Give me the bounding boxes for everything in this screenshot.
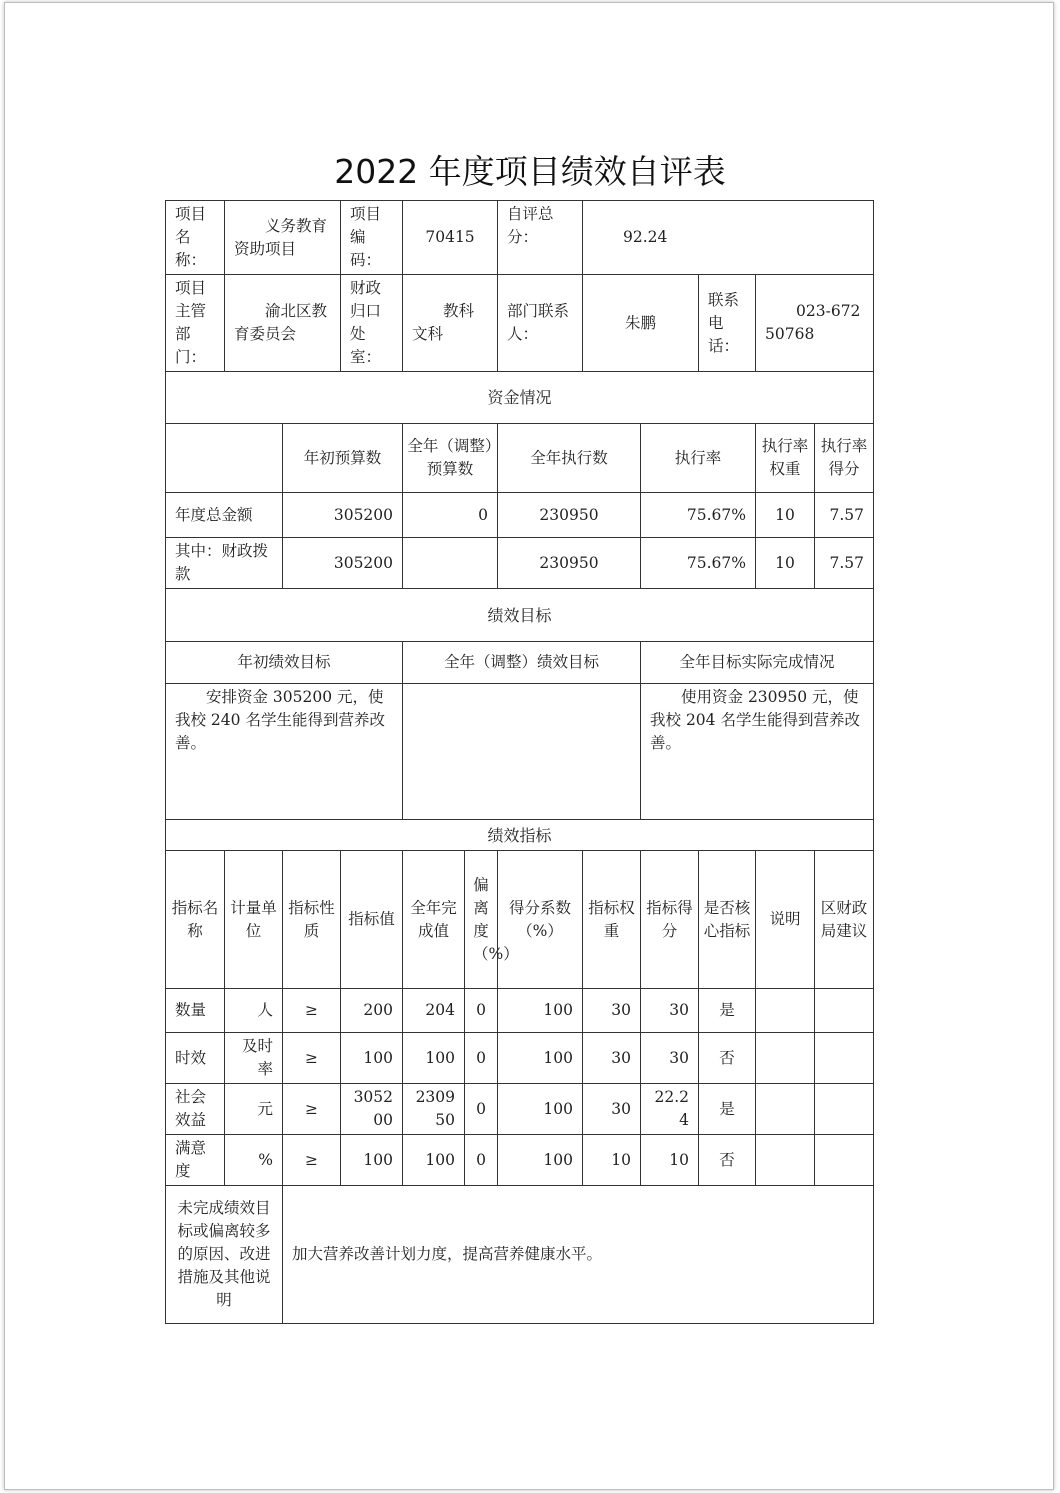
project-name-label: 项目名称： [166, 201, 225, 275]
funds-row-weight: 10 [756, 493, 815, 538]
funds-row-initial: 305200 [283, 538, 403, 589]
ind-value: 100 [341, 1135, 403, 1186]
goals-header-adjusted: 全年（调整）绩效目标 [403, 642, 641, 684]
phone-value: 023-67250768 [756, 275, 874, 372]
ind-deviation: 0 [465, 1033, 498, 1084]
ind-advice [815, 1084, 874, 1135]
ind-deviation: 0 [465, 1135, 498, 1186]
ind-nature: ≥ [283, 989, 341, 1033]
ind-header-weight: 指标权重 [583, 851, 641, 989]
remarks-text: 加大营养改善计划力度，提高营养健康水平。 [283, 1186, 874, 1324]
ind-unit: 人 [225, 989, 283, 1033]
ind-weight: 10 [583, 1135, 641, 1186]
ind-header-nature: 指标性质 [283, 851, 341, 989]
goal-initial-text: 安排资金 305200 元，使我校 240 名学生能得到营养改善。 [166, 684, 403, 820]
ind-advice [815, 1135, 874, 1186]
ind-note [756, 989, 815, 1033]
goals-header-row [166, 642, 874, 684]
goals-content-row [166, 684, 874, 820]
ind-name: 满意度 [166, 1135, 225, 1186]
ind-name: 社会效益 [166, 1084, 225, 1135]
self-score-value: 92.24 [583, 201, 874, 275]
goals-section-title: 绩效目标 [166, 589, 874, 642]
ind-header-advice: 区财政局建议 [815, 851, 874, 989]
ind-actual: 100 [403, 1135, 465, 1186]
remarks-label: 未完成绩效目标或偏离较多的原因、改进措施及其他说明 [166, 1186, 283, 1324]
ind-note [756, 1135, 815, 1186]
funds-header-row [166, 424, 874, 493]
ind-actual: 230950 [403, 1084, 465, 1135]
funds-row-adjusted: 0 [403, 493, 498, 538]
contact-value: 朱鹏 [583, 275, 699, 372]
ind-header-coef: 得分系数（%） [498, 851, 583, 989]
remarks-row [166, 1186, 874, 1324]
ind-actual: 204 [403, 989, 465, 1033]
ind-header-actual: 全年完成值 [403, 851, 465, 989]
funds-row-executed: 230950 [498, 493, 641, 538]
project-code-value: 70415 [403, 201, 498, 275]
ind-core: 否 [699, 1135, 756, 1186]
funds-row-executed: 230950 [498, 538, 641, 589]
indicator-row [166, 1135, 874, 1186]
ind-name: 数量 [166, 989, 225, 1033]
dept-value: 渝北区教育委员会 [225, 275, 341, 372]
ind-unit: % [225, 1135, 283, 1186]
goals-header-initial: 年初绩效目标 [166, 642, 403, 684]
funds-header-initial: 年初预算数 [283, 424, 403, 493]
funds-header-adjusted: 全年（调整）预算数 [403, 424, 498, 493]
ind-coef: 100 [498, 1135, 583, 1186]
finance-office-label: 财政归口处室： [341, 275, 403, 372]
funds-header-rate: 执行率 [641, 424, 756, 493]
ind-note [756, 1033, 815, 1084]
ind-deviation: 0 [465, 989, 498, 1033]
ind-header-core: 是否核心指标 [699, 851, 756, 989]
ind-unit: 及时率 [225, 1033, 283, 1084]
ind-actual: 100 [403, 1033, 465, 1084]
goals-section-row [166, 589, 874, 642]
funds-header-score: 执行率得分 [815, 424, 874, 493]
ind-value: 305200 [341, 1084, 403, 1135]
goal-actual-text: 使用资金 230950 元，使我校 204 名学生能得到营养改善。 [641, 684, 874, 820]
goals-header-actual: 全年目标实际完成情况 [641, 642, 874, 684]
info-row-1 [166, 201, 874, 275]
ind-nature: ≥ [283, 1135, 341, 1186]
ind-nature: ≥ [283, 1084, 341, 1135]
evaluation-form-table [165, 200, 874, 1324]
self-score-label: 自评总分： [498, 201, 583, 275]
indicators-section-row [166, 820, 874, 851]
indicator-row [166, 1033, 874, 1084]
funds-row-rate: 75.67% [641, 493, 756, 538]
funds-header-blank [166, 424, 283, 493]
ind-note [756, 1084, 815, 1135]
funds-section-title: 资金情况 [166, 372, 874, 424]
page-title: 2022 年度项目绩效自评表 [334, 152, 726, 191]
funds-row-rate: 75.67% [641, 538, 756, 589]
ind-weight: 30 [583, 1033, 641, 1084]
funds-section-row [166, 372, 874, 424]
funds-row [166, 493, 874, 538]
ind-core: 是 [699, 989, 756, 1033]
ind-weight: 30 [583, 989, 641, 1033]
ind-header-score: 指标得分 [641, 851, 699, 989]
ind-score: 30 [641, 1033, 699, 1084]
funds-row [166, 538, 874, 589]
ind-name: 时效 [166, 1033, 225, 1084]
project-name-value: 义务教育资助项目 [225, 201, 341, 275]
indicator-row [166, 989, 874, 1033]
funds-row-adjusted [403, 538, 498, 589]
ind-header-name: 指标名称 [166, 851, 225, 989]
ind-header-unit: 计量单位 [225, 851, 283, 989]
funds-row-label: 年度总金额 [166, 493, 283, 538]
ind-unit: 元 [225, 1084, 283, 1135]
ind-coef: 100 [498, 989, 583, 1033]
funds-row-weight: 10 [756, 538, 815, 589]
phone-label: 联系电话： [699, 275, 756, 372]
ind-value: 100 [341, 1033, 403, 1084]
dept-label: 项目主管部门： [166, 275, 225, 372]
ind-value: 200 [341, 989, 403, 1033]
project-code-label: 项目编码： [341, 201, 403, 275]
info-row-2 [166, 275, 874, 372]
ind-header-value: 指标值 [341, 851, 403, 989]
ind-deviation: 0 [465, 1084, 498, 1135]
funds-row-label: 其中：财政拨款 [166, 538, 283, 589]
ind-score: 10 [641, 1135, 699, 1186]
indicators-section-title: 绩效指标 [166, 820, 874, 851]
ind-header-deviation: 偏离度（%） [465, 851, 498, 989]
ind-core: 是 [699, 1084, 756, 1135]
ind-score: 30 [641, 989, 699, 1033]
ind-header-note: 说明 [756, 851, 815, 989]
finance-office-value: 教科文科 [403, 275, 498, 372]
goal-adjusted-text [403, 684, 641, 820]
funds-header-executed: 全年执行数 [498, 424, 641, 493]
funds-header-weight: 执行率权重 [756, 424, 815, 493]
contact-label: 部门联系人： [498, 275, 583, 372]
ind-score: 22.24 [641, 1084, 699, 1135]
ind-core: 否 [699, 1033, 756, 1084]
ind-advice [815, 1033, 874, 1084]
funds-row-score: 7.57 [815, 493, 874, 538]
funds-row-score: 7.57 [815, 538, 874, 589]
ind-nature: ≥ [283, 1033, 341, 1084]
ind-weight: 30 [583, 1084, 641, 1135]
indicator-row [166, 1084, 874, 1135]
funds-row-initial: 305200 [283, 493, 403, 538]
ind-coef: 100 [498, 1033, 583, 1084]
ind-advice [815, 989, 874, 1033]
ind-coef: 100 [498, 1084, 583, 1135]
indicators-header-row [166, 851, 874, 989]
